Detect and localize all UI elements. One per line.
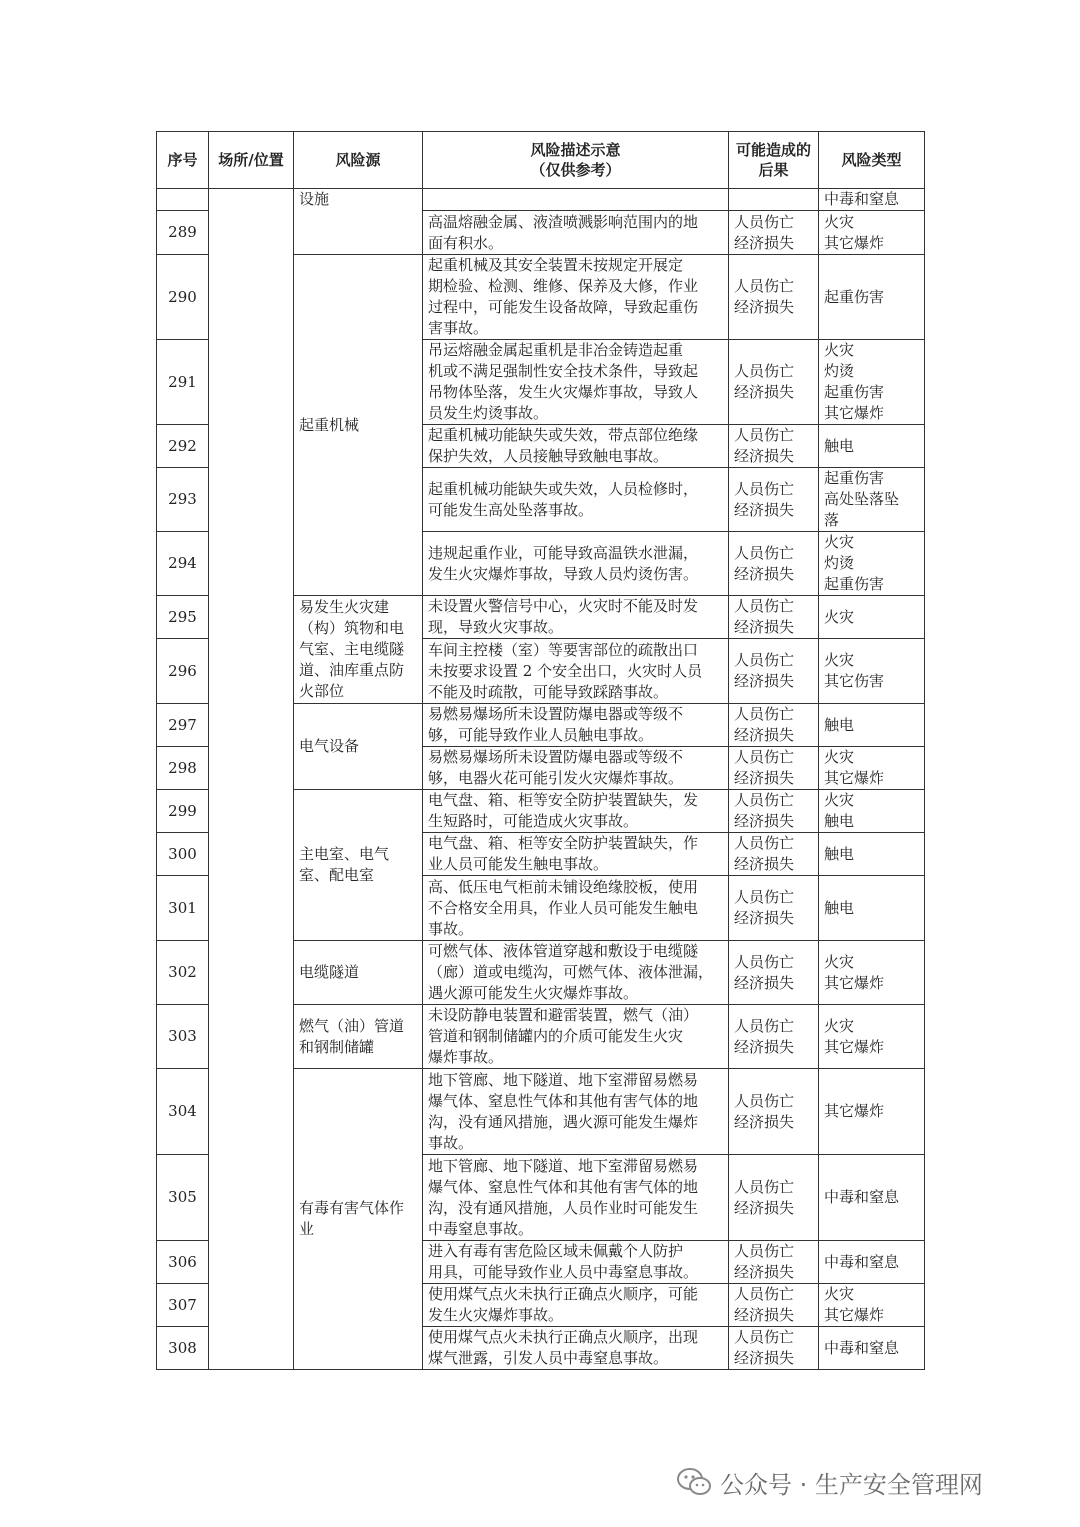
- cell-line: 起重机械及其安全装置未按规定开展定: [428, 256, 684, 274]
- seq-cell: 289: [157, 211, 209, 255]
- cell-line: 可燃气体、液体管道穿越和敷设于电缆隧: [428, 942, 699, 960]
- cell-line: 中毒和窒息: [824, 190, 900, 208]
- cell-line: 事故。: [428, 919, 474, 938]
- cell-line: 中毒窒息事故。: [428, 1219, 534, 1238]
- seq-cell: 303: [157, 1005, 209, 1069]
- consequence-cell: [729, 833, 819, 876]
- seq-cell: 290: [157, 255, 209, 340]
- consequence-cell: [729, 876, 819, 941]
- cell-line: 其它伤害: [824, 672, 885, 690]
- consequence-cell: [729, 255, 819, 340]
- cell-line: 中毒和窒息: [824, 1188, 900, 1206]
- risk-type-cell: [819, 941, 925, 1005]
- cell-line: 保护失效，人员接触导致触电事故。: [428, 447, 669, 465]
- risk-type-cell: [819, 1069, 925, 1155]
- cell-line: 吊运熔融金属起重机是非冶金铸造起重: [428, 341, 684, 359]
- description-cell: [423, 747, 729, 790]
- consequence-cell: [729, 1241, 819, 1284]
- seq-cell: 302: [157, 941, 209, 1005]
- consequence-cell: [729, 596, 819, 639]
- cell-line: 其它爆炸: [824, 233, 885, 252]
- cell-line: 经济损失: [734, 812, 795, 830]
- cell-line: 爆气体、窒息性气体和其他有害气体的地: [428, 1177, 699, 1196]
- seq-cell: 306: [157, 1241, 209, 1284]
- consequence-cell: [729, 425, 819, 468]
- cell-line: 人员伤亡: [734, 888, 795, 906]
- cell-line: 人员伤亡: [734, 1242, 795, 1260]
- description-cell: [423, 596, 729, 639]
- seq-cell: 298: [157, 747, 209, 790]
- cell-line: 使用煤气点火未执行正确点火顺序，出现: [428, 1328, 699, 1346]
- cell-line: 火灾: [824, 748, 855, 766]
- cell-line: 火灾: [824, 651, 855, 669]
- cell-line: 人员伤亡: [734, 277, 795, 295]
- risk-type-cell: [819, 596, 925, 639]
- seq-cell: 291: [157, 340, 209, 425]
- cell-line: 触电: [824, 844, 855, 863]
- risk-type-cell: [819, 532, 925, 596]
- cell-line: 经济损失: [734, 1112, 795, 1131]
- cell-line: 未设防静电装置和避雷装置，燃气（油）: [428, 1006, 699, 1024]
- cell-line: 面有积水。: [428, 233, 504, 252]
- description-cell: [423, 1327, 729, 1370]
- cell-line: 经济损失: [734, 1263, 795, 1281]
- cell-line: 用具，可能导致作业人员中毒窒息事故。: [428, 1263, 699, 1281]
- cell-line: 火灾: [824, 212, 855, 231]
- seq-cell: 308: [157, 1327, 209, 1370]
- risk-type-cell: [819, 425, 925, 468]
- cell-line: 经济损失: [734, 298, 795, 316]
- cell-line: 不合格安全用具，作业人员可能发生触电: [428, 898, 699, 917]
- cell-line: 人员伤亡: [734, 834, 795, 852]
- cell-line: 发生火灾爆炸事故，导致人员灼烫伤害。: [428, 564, 699, 583]
- cell-line: （廊）道或电缆沟，可燃气体、液体泄漏，: [428, 963, 714, 981]
- risk-type-cell: [819, 639, 925, 704]
- consequence-cell: [729, 189, 819, 211]
- seq-cell: 294: [157, 532, 209, 596]
- seq-cell: 295: [157, 596, 209, 639]
- cell-line: 高温熔融金属、液渣喷溅影响范围内的地: [428, 212, 699, 231]
- source-cell: 有毒有害气体作业: [294, 1069, 423, 1370]
- description-cell: [423, 790, 729, 833]
- risk-table: [156, 131, 925, 1370]
- cell-line: 中毒和窒息: [824, 1252, 900, 1271]
- cell-line: 触电: [824, 436, 855, 455]
- risk-type-cell: [819, 790, 925, 833]
- cell-line: 人员伤亡: [734, 597, 795, 615]
- cell-line: 火灾: [824, 533, 855, 551]
- seq-cell: 305: [157, 1155, 209, 1241]
- cell-line: 未设置火警信号中心，火灾时不能及时发: [428, 597, 699, 615]
- cell-line: 人员伤亡: [734, 952, 795, 971]
- cell-line: 事故。: [428, 1133, 474, 1152]
- source-cell: 主电室、电气室、配电室: [294, 790, 423, 941]
- cell-line: 进入有毒有害危险区域未佩戴个人防护: [428, 1242, 684, 1260]
- wechat-icon: [676, 1467, 712, 1497]
- cell-line: 火灾: [824, 1016, 855, 1035]
- cell-line: 人员伤亡: [734, 426, 795, 444]
- cell-line: 经济损失: [734, 1037, 795, 1056]
- cell-line: 经济损失: [734, 564, 795, 583]
- description-cell: [423, 211, 729, 255]
- header-seq: 序号: [157, 132, 209, 189]
- seq-cell: 297: [157, 704, 209, 747]
- risk-type-cell: [819, 1155, 925, 1241]
- cell-line: 易燃易爆场所未设置防爆电器或等级不: [428, 748, 684, 766]
- cell-line: 经济损失: [734, 618, 795, 636]
- cell-line: 易燃易爆场所未设置防爆电器或等级不: [428, 705, 684, 723]
- cell-line: 火灾: [824, 1285, 855, 1303]
- cell-line: 经济损失: [734, 973, 795, 992]
- source-cell: 电缆隧道: [294, 941, 423, 1005]
- consequence-cell: [729, 468, 819, 532]
- cell-line: 电气盘、箱、柜等安全防护装置缺失，发: [428, 791, 699, 809]
- description-cell: [423, 340, 729, 425]
- cell-line: 未按要求设置 2 个安全出口，火灾时人员: [428, 661, 703, 680]
- cell-line: 发生火灾爆炸事故。: [428, 1306, 564, 1324]
- description-cell: [423, 833, 729, 876]
- description-cell: [423, 255, 729, 340]
- cell-line: 沟，没有通风措施，遇火源可能发生爆炸: [428, 1112, 699, 1131]
- risk-type-cell: [819, 211, 925, 255]
- cell-line: 人员伤亡: [734, 748, 795, 766]
- cell-line: 触电: [824, 715, 855, 734]
- risk-type-cell: [819, 255, 925, 340]
- description-cell: [423, 1284, 729, 1327]
- cell-line: 够，可能导致作业人员触电事故。: [428, 726, 654, 744]
- cell-line: 现，导致火灾事故。: [428, 618, 564, 636]
- seq-cell: 300: [157, 833, 209, 876]
- cell-line: 够，电器火花可能引发火灾爆炸事故。: [428, 769, 684, 787]
- cell-line: 火灾: [824, 791, 855, 809]
- watermark: [676, 1460, 983, 1504]
- cell-line: 落: [824, 511, 840, 529]
- cell-line: 害事故。: [428, 319, 489, 337]
- cell-line: 起重机械功能缺失或失效，带点部位绝缘: [428, 426, 699, 444]
- cell-line: 人员伤亡: [734, 1177, 795, 1196]
- cell-line: 经济损失: [734, 1306, 795, 1324]
- cell-line: 触电: [824, 898, 855, 917]
- cell-line: 火灾: [824, 607, 855, 626]
- cell-line: 经济损失: [734, 1349, 795, 1367]
- risk-type-cell: [819, 704, 925, 747]
- cell-line: 人员伤亡: [734, 651, 795, 669]
- description-cell: [423, 704, 729, 747]
- consequence-cell: [729, 1069, 819, 1155]
- source-cell: 易发生火灾建（构）筑物和电气室、主电缆隧道、油库重点防火部位: [294, 596, 423, 704]
- consequence-cell: [729, 1155, 819, 1241]
- cell-line: 其它爆炸: [824, 973, 885, 992]
- consequence-cell: [729, 1284, 819, 1327]
- cell-line: 人员伤亡: [734, 543, 795, 562]
- cell-line: 生短路时，可能造成火灾事故。: [428, 812, 639, 830]
- cell-line: 使用煤气点火未执行正确点火顺序，可能: [428, 1285, 699, 1303]
- cell-line: 高、低压电气柜前未铺设绝缘胶板，使用: [428, 877, 699, 896]
- cell-line: 可能发生高处坠落事故。: [428, 500, 594, 519]
- header-place: 场所/位置: [209, 132, 294, 189]
- description-cell: [423, 941, 729, 1005]
- cell-line: 人员伤亡: [734, 1328, 795, 1346]
- risk-type-cell: [819, 876, 925, 941]
- cell-line: 车间主控楼（室）等要害部位的疏散出口: [428, 640, 699, 659]
- cell-line: 经济损失: [734, 233, 795, 252]
- cell-line: 爆气体、窒息性气体和其他有害气体的地: [428, 1091, 699, 1110]
- seq-cell: 293: [157, 468, 209, 532]
- cell-line: 起重伤害: [824, 469, 885, 487]
- cell-line: 其它爆炸: [824, 404, 885, 422]
- header-row: [157, 132, 925, 189]
- consequence-cell: [729, 532, 819, 596]
- watermark-text: 公众号 · 生产安全管理网: [720, 1470, 983, 1499]
- cell-line: 业人员可能发生触电事故。: [428, 855, 609, 873]
- description-cell: [423, 532, 729, 596]
- header-source: 风险源: [294, 132, 423, 189]
- place-cell: [209, 189, 294, 1370]
- cell-line: 火灾: [824, 952, 855, 971]
- cell-line: 人员伤亡: [734, 705, 795, 723]
- source-cell: 设施: [294, 189, 423, 255]
- risk-type-cell: [819, 747, 925, 790]
- cell-line: 不能及时疏散，可能导致踩踏事故。: [428, 682, 669, 701]
- risk-type-cell: [819, 1005, 925, 1069]
- cell-line: 起重伤害: [824, 383, 885, 401]
- cell-line: 经济损失: [734, 447, 795, 465]
- cell-line: 其它爆炸: [824, 1306, 885, 1324]
- cell-line: 起重伤害: [824, 575, 885, 593]
- risk-type-cell: [819, 468, 925, 532]
- cell-line: 煤气泄露，引发人员中毒窒息事故。: [428, 1349, 669, 1367]
- cell-line: 沟，没有通风措施，人员作业时可能发生: [428, 1198, 699, 1217]
- cell-line: 爆炸事故。: [428, 1048, 504, 1066]
- risk-type-cell: [819, 1284, 925, 1327]
- cell-line: 人员伤亡: [734, 1091, 795, 1110]
- table-row: [157, 189, 925, 211]
- cell-line: 高处坠落坠: [824, 490, 900, 508]
- cell-line: 人员伤亡: [734, 212, 795, 231]
- risk-type-cell: [819, 189, 925, 211]
- consequence-cell: [729, 340, 819, 425]
- consequence-cell: [729, 1005, 819, 1069]
- cell-line: 地下管廊、地下隧道、地下室滞留易燃易: [428, 1070, 699, 1089]
- risk-type-cell: [819, 833, 925, 876]
- cell-line: 管道和钢制储罐内的介质可能发生火灾: [428, 1027, 684, 1045]
- cell-line: 员发生灼烫事故。: [428, 404, 549, 422]
- seq-cell: 307: [157, 1284, 209, 1327]
- cell-line: 过程中，可能发生设备故障，导致起重伤: [428, 298, 699, 316]
- description-cell: [423, 468, 729, 532]
- cell-line: 经济损失: [734, 383, 795, 401]
- consequence-cell: [729, 704, 819, 747]
- cell-line: 经济损失: [734, 726, 795, 744]
- cell-line: 灼烫: [824, 362, 855, 380]
- consequence-cell: [729, 790, 819, 833]
- cell-line: 人员伤亡: [734, 791, 795, 809]
- cell-line: 起重伤害: [824, 287, 885, 306]
- consequence-cell: [729, 941, 819, 1005]
- consequence-cell: [729, 639, 819, 704]
- risk-type-cell: [819, 1241, 925, 1284]
- header-consequence: 可能造成的后果: [729, 132, 819, 189]
- cell-line: 起重机械功能缺失或失效，人员检修时，: [428, 479, 699, 498]
- seq-cell: 304: [157, 1069, 209, 1155]
- cell-line: 经济损失: [734, 1198, 795, 1217]
- description-cell: [423, 425, 729, 468]
- cell-line: 经济损失: [734, 855, 795, 873]
- source-cell: 电气设备: [294, 704, 423, 790]
- description-cell: [423, 1069, 729, 1155]
- cell-line: 违规起重作业，可能导致高温铁水泄漏，: [428, 543, 699, 562]
- cell-line: 其它爆炸: [824, 1102, 885, 1120]
- header-description: 风险描述示意 （仅供参考）: [423, 132, 729, 189]
- cell-line: 经济损失: [734, 672, 795, 690]
- cell-line: 灼烫: [824, 554, 855, 572]
- seq-cell: 292: [157, 425, 209, 468]
- cell-line: 人员伤亡: [734, 479, 795, 498]
- cell-line: 其它爆炸: [824, 769, 885, 787]
- cell-line: 经济损失: [734, 500, 795, 519]
- cell-line: 中毒和窒息: [824, 1338, 900, 1357]
- seq-cell: [157, 189, 209, 211]
- cell-line: 电气盘、箱、柜等安全防护装置缺失，作: [428, 834, 699, 852]
- seq-cell: 301: [157, 876, 209, 941]
- cell-line: 机或不满足强制性安全技术条件，导致起: [428, 362, 699, 380]
- risk-type-cell: [819, 1327, 925, 1370]
- risk-type-cell: [819, 340, 925, 425]
- description-cell: [423, 876, 729, 941]
- consequence-cell: [729, 1327, 819, 1370]
- cell-line: 期检验、检测、维修、保养及大修，作业: [428, 277, 699, 295]
- cell-line: 遇火源可能发生火灾爆炸事故。: [428, 984, 639, 1002]
- cell-line: 触电: [824, 812, 855, 830]
- description-cell: [423, 189, 729, 211]
- cell-line: 经济损失: [734, 909, 795, 927]
- cell-line: 人员伤亡: [734, 1016, 795, 1035]
- cell-line: 经济损失: [734, 769, 795, 787]
- seq-cell: 299: [157, 790, 209, 833]
- description-cell: [423, 1005, 729, 1069]
- description-cell: [423, 639, 729, 704]
- consequence-cell: [729, 211, 819, 255]
- cell-line: 火灾: [824, 341, 855, 359]
- cell-line: 人员伤亡: [734, 1285, 795, 1303]
- header-risk-type: 风险类型: [819, 132, 925, 189]
- cell-line: 其它爆炸: [824, 1037, 885, 1056]
- description-cell: [423, 1241, 729, 1284]
- cell-line: 地下管廊、地下隧道、地下室滞留易燃易: [428, 1156, 699, 1175]
- source-cell: 燃气（油）管道和钢制储罐: [294, 1005, 423, 1069]
- consequence-cell: [729, 747, 819, 790]
- source-cell: 起重机械: [294, 255, 423, 596]
- cell-line: 吊物体坠落，发生火灾爆炸事故，导致人: [428, 383, 699, 401]
- cell-line: 人员伤亡: [734, 362, 795, 380]
- seq-cell: 296: [157, 639, 209, 704]
- description-cell: [423, 1155, 729, 1241]
